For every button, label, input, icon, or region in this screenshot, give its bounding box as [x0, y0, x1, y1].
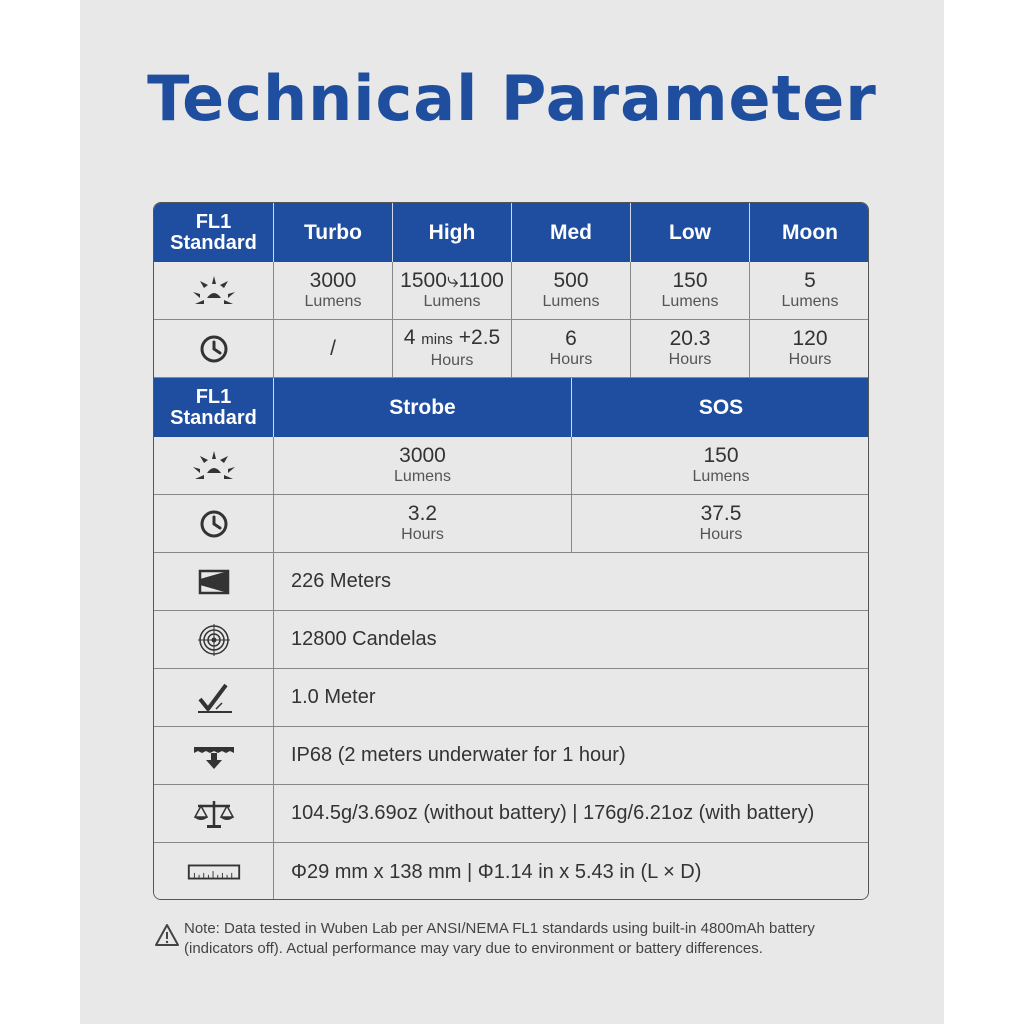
- lumens-turbo: 3000 Lumens: [274, 262, 393, 320]
- spec-icon-cell: [154, 785, 274, 843]
- runtime-med: 6 Hours: [512, 320, 631, 378]
- lumens-sos: 150 Lumens: [572, 437, 869, 495]
- fl1-standard-header: [154, 203, 274, 262]
- special-runtime-row-label: [154, 495, 274, 553]
- runtime-high: 4 mins +2.5 Hours: [393, 320, 512, 378]
- lumens-strobe: 3000 Lumens: [274, 437, 572, 495]
- runtime-moon: 120 Hours: [750, 320, 869, 378]
- lumens-low: 150 Lumens: [631, 262, 750, 320]
- parameter-table: [153, 202, 869, 900]
- brightness-icon: [192, 274, 236, 308]
- mode-header-low: Low: [631, 203, 750, 262]
- mode-header-turbo: Turbo: [274, 203, 393, 262]
- mode-header-med: Med: [512, 203, 631, 262]
- runtime-low: 20.3 Hours: [631, 320, 750, 378]
- spec-icon-cell: [154, 727, 274, 785]
- footnote: Note: Data tested in Wuben Lab per ANSI/NEMA FL1 standards using built-in 4800mAh battery (indicators off). Actual performance may vary due to environment or battery differences.: [184, 920, 815, 957]
- runtime-strobe: 3.2 Hours: [274, 495, 572, 553]
- lumens-med: 500 Lumens: [512, 262, 631, 320]
- special-lumens-row-label: [154, 437, 274, 495]
- warning-icon: [154, 923, 180, 947]
- spec-beam-distance: 226 Meters: [274, 553, 869, 611]
- fl1-standard-header-2: FL1 Standard: [154, 378, 274, 437]
- header-label-line2: Standard: [170, 231, 257, 254]
- intensity-target-icon: [192, 623, 236, 657]
- spec-icon-cell: [154, 611, 274, 669]
- impact-resistance-icon: [192, 681, 236, 715]
- lumens-row-label: [154, 262, 274, 320]
- spec-icon-cell: [154, 843, 274, 900]
- runtime-row-label: [154, 320, 274, 378]
- lumens-moon: 5 Lumens: [750, 262, 869, 320]
- header-label-line1: FL1: [195, 210, 232, 233]
- spec-icon-cell: [154, 669, 274, 727]
- weight-scale-icon: [192, 797, 236, 831]
- brightness-icon: [192, 449, 236, 483]
- mode-header-high: High: [393, 203, 512, 262]
- beam-distance-icon: [192, 565, 236, 599]
- runtime-turbo: /: [274, 320, 393, 378]
- mode-header-moon: Moon: [750, 203, 869, 262]
- spec-peak-intensity: 12800 Candelas: [274, 611, 869, 669]
- spec-dimensions: Φ29 mm x 138 mm | Φ1.14 in x 5.43 in (L × D): [274, 843, 869, 900]
- spec-impact-resistance: 1.0 Meter: [274, 669, 869, 727]
- lumens-high: 1500⤷1100 Lumens: [393, 262, 512, 320]
- clock-icon: [192, 507, 236, 541]
- spec-weight: 104.5g/3.69oz (without battery) | 176g/6.21oz (with battery): [274, 785, 869, 843]
- mode-header-sos: SOS: [572, 378, 869, 437]
- runtime-sos: 37.5 Hours: [572, 495, 869, 553]
- spec-waterproof: IP68 (2 meters underwater for 1 hour): [274, 727, 869, 785]
- clock-icon: [192, 332, 236, 366]
- page-title: Technical Parameter: [147, 62, 877, 135]
- ruler-icon: [186, 855, 242, 889]
- mode-header-strobe: Strobe: [274, 378, 572, 437]
- waterproof-icon: [192, 739, 236, 773]
- spec-icon-cell: [154, 553, 274, 611]
